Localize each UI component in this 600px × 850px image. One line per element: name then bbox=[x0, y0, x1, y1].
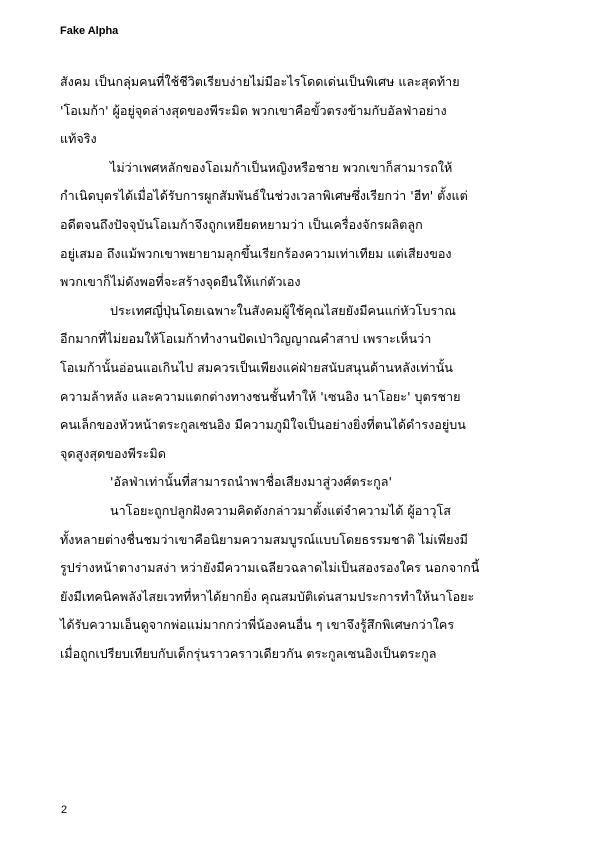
text-line: ความล้าหลัง และความแตกต่างทางชนชั้นทำให้ 'เซนอิง นาโอยะ' บุตรชาย bbox=[60, 388, 461, 404]
text-line: 'อัลฟ่าเท่านั้นที่สามารถนำพาชื่อเสียงมาสู่วงศ์ตระกูล' bbox=[110, 474, 392, 490]
page-header-title: Fake Alpha bbox=[60, 25, 119, 37]
text-line: ยังมีเทคนิคพลังไสยเวทที่หาได้ยากยิ่ง คุณสมบัติเด่นสามประการทำให้นาโอยะ bbox=[60, 588, 475, 604]
text-line: คนเล็กของหัวหน้าตระกูลเซนอิง มีความภูมิใจเป็นอย่างยิ่งที่ตนได้ดำรงอยู่บน bbox=[60, 417, 466, 433]
text-line: รูปร่างหน้าตางามสง่า หว่ายังมีความเฉลียวฉลาดไม่เป็นสองรองใคร นอกจากนี้ bbox=[60, 560, 480, 576]
body-text bbox=[60, 68, 540, 668]
text-line: นาโอยะถูกปลูกฝังความคิดดังกล่าวมาตั้งแต่จำความได้ ผู้อาวุโส bbox=[110, 502, 451, 518]
text-line: อยู่เสมอ ถึงแม้พวกเขาพยายามลุกขึ้นเรียกร้องความเท่าเทียม แต่เสียงของ bbox=[60, 245, 452, 261]
text-line: จุดสูงสุดของพีระมิด bbox=[60, 445, 166, 461]
text-line: พวกเขาก็ไม่ดังพอที่จะสร้างจุดยืนให้แก่ตัวเอง bbox=[60, 274, 301, 290]
text-line: แท้จริง bbox=[60, 131, 97, 147]
text-line: 'โอเมก้า' ผู้อยู่จุดล่างสุดของพีระมิด พวกเขาคือขั้วตรงข้ามกับอัลฟ่าอย่าง bbox=[60, 102, 447, 118]
text-line: อีกมากที่ไม่ยอมให้โอเมก้าทำงานปัดเป่าวิญญาณคำสาป เพราะเห็นว่า bbox=[60, 331, 432, 347]
text-line: โอเมก้านั้นอ่อนแอเกินไป สมควรเป็นเพียงแค่ฝ่ายสนับสนุนด้านหลังเท่านั้น bbox=[60, 359, 453, 375]
text-line: ไม่ว่าเพศหลักของโอเมก้าเป็นหญิงหรือชาย พวกเขาก็สามารถให้ bbox=[110, 159, 453, 175]
text-line: กำเนิดบุตรได้เมื่อได้รับการผูกสัมพันธ์ในช่วงเวลาพิเศษซึ่งเรียกว่า 'ฮีท' ตั้งแต่ bbox=[60, 188, 468, 204]
text-line: ได้รับความเอ็นดูจากพ่อแม่มากกว่าพี่น้องคนอื่น ๆ เขาจึงรู้สึกพิเศษกว่าใคร bbox=[60, 617, 455, 633]
text-line: อดีตจนถึงปัจจุบันโอเมก้าจึงถูกเหยียดหยามว่า เป็นเครื่องจักรผลิตลูก bbox=[60, 216, 423, 232]
text-line: ประเทศญี่ปุ่นโดยเฉพาะในสังคมผู้ใช้คุณไสยยังมีคนแก่หัวโบราณ bbox=[110, 302, 456, 318]
text-line: เมื่อถูกเปรียบเทียบกับเด็กรุ่นราวคราวเดียวกัน ตระกูลเซนอิงเป็นตระกูล bbox=[60, 645, 437, 661]
page-number: 2 bbox=[61, 804, 68, 816]
text-line: ทั้งหลายต่างชื่นชมว่าเขาคือนิยามความสมบูรณ์แบบโดยธรรมชาติ ไม่เพียงมี bbox=[60, 531, 468, 547]
text-line: สังคม เป็นกลุ่มคนที่ใช้ชีวิตเรียบง่ายไม่มีอะไรโดดเด่นเป็นพิเศษ และสุดท้าย bbox=[60, 74, 460, 89]
